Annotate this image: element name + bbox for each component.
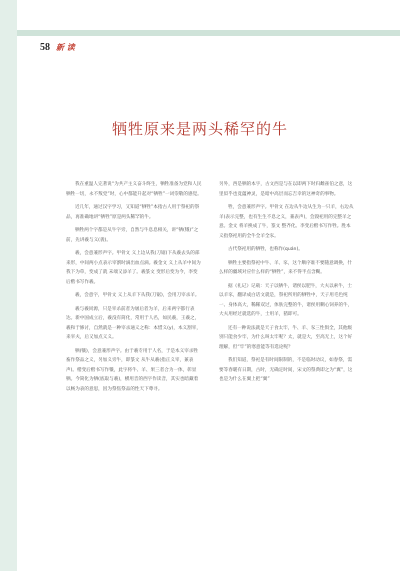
paragraph: 近几年，通过汉字学习，又知道“牺牲”本指古人用于祭祀的祭品，再准确地讲“牺牲”原是两头稀罕的牛。 — [66, 205, 200, 220]
paragraph: 羲，会意兼形声字。甲骨文 义上边从我(刀锯)下从羲去头的部来形，中间两小点表示宰割时滴出血点滴。羲金文 义上从羊中间为我下为草，变成了就 末端又添羊了。羲篆文 变形后变为今，李变后楷书写作羲。 — [66, 251, 201, 285]
right-column — [219, 180, 355, 550]
page-number: 58 — [40, 42, 50, 53]
paragraph: 还有一种说法就是天子食太牢，牛、羊、豕三性俱全，其他级别只能食少牢，为什么叫太牢呢？太，就是大，至高无上，这个好理解，但“牢”的寒意能等有选论呢？ — [219, 325, 353, 350]
header-rule — [17, 30, 400, 36]
article-title: 牺牲原来是两头稀罕的牛 — [111, 120, 288, 138]
paragraph: 牺牲两个字都是从牛字旁，自然与牛息息相关，讲“牺(犧)”之前，先讲羲与义(義)。 — [66, 228, 199, 243]
paragraph: 我们知道，祭祀是有时间限制的，不是临时动议，如春祭，需要等春暖有日期，古时，无确定时间，宋文的祭典即之为“翼”，这也是为什么在翼上把“翼” — [219, 358, 353, 382]
left-column — [66, 180, 202, 550]
paragraph: 我在重温人完著说“为共产主义奋斗终生，牺牲准备为党和人民牺牲一切，永不叛党”时，心中都能升起对“牺牲”一词崇敬的感觉。 — [66, 182, 202, 197]
page-header — [40, 42, 75, 53]
paragraph: 另外，西是牺的本字，古文西是与在以即两下时归雌雀伯之意，这里似乎也竟蕴神灵，是暗中高层而忘吉幸的这神奇的事物。 — [219, 182, 353, 197]
paragraph: 羲，会意字，甲骨文 义上从羊下从我(刀锯)，会用刀宰杀羊。 — [75, 293, 200, 298]
article-body — [66, 180, 355, 550]
left-margin-band — [0, 0, 17, 571]
section-label: 新 读 — [56, 43, 75, 52]
paragraph: 牺牲主要指祭祀中牛、羊、豕，这个顺序谁不要随意调换，什么样的疆域对应什么样的“牺牲”，来不得半点含糊。 — [219, 260, 353, 275]
paragraph: 牺(犧)，会意兼形声字。由于羲专用于人名，于是本义宰杀牲畜作祭品之义，另加义旁牛，即篆文 从牛从羲(指正义宰，兼表声)。楷变后楷书写作犧，此字将牛、羊、果三者合为一体，彰显牺。今简化为牺(底取与羲)，横用音的西字作读音，其实也暗藏着以畅为表的意思，因为祭焦祭品的性天下尊寻。 — [66, 348, 199, 392]
paragraph: 古代祭祀用的牺牲，也称作(quán)。 — [228, 247, 303, 252]
paragraph: 据《礼记》记载：天子以牺牛，诸侯以肥牛，大夫以索牛，士以羊豕，翻译成白话文就是，祭祀所用的牺牲中，天子用毛色纯一、身体高大，稀稀双过，体肤完整的牛，诸侯用糊心饲养的牛，大夫用经过就选的牛，士用羊，猪即可。 — [219, 283, 353, 317]
paragraph: 牲，会意兼形声字。甲骨文 在边从牛边从生为一只羊，右边从羊(表示完整，也有生生不息之义，兼表声)，会毁祀用的完整羊之意。金文 将羊换成了牛，篆文 整齐化。李变后楷书写作牲。胜本义指祭祀用的全牛全羊全豕。 — [219, 205, 354, 239]
paragraph: 羲与羲同源，只是宰杀前者为屠后者为羊，后来两字都行表达。新中国成立后，羲没有简化，常用于人名，如民羲，王羲之，羲和于修讨，自然就是一种宰杀通义之称：本惜义(y)，本义割宰，来宰夫，后又加点义义。 — [66, 306, 201, 340]
